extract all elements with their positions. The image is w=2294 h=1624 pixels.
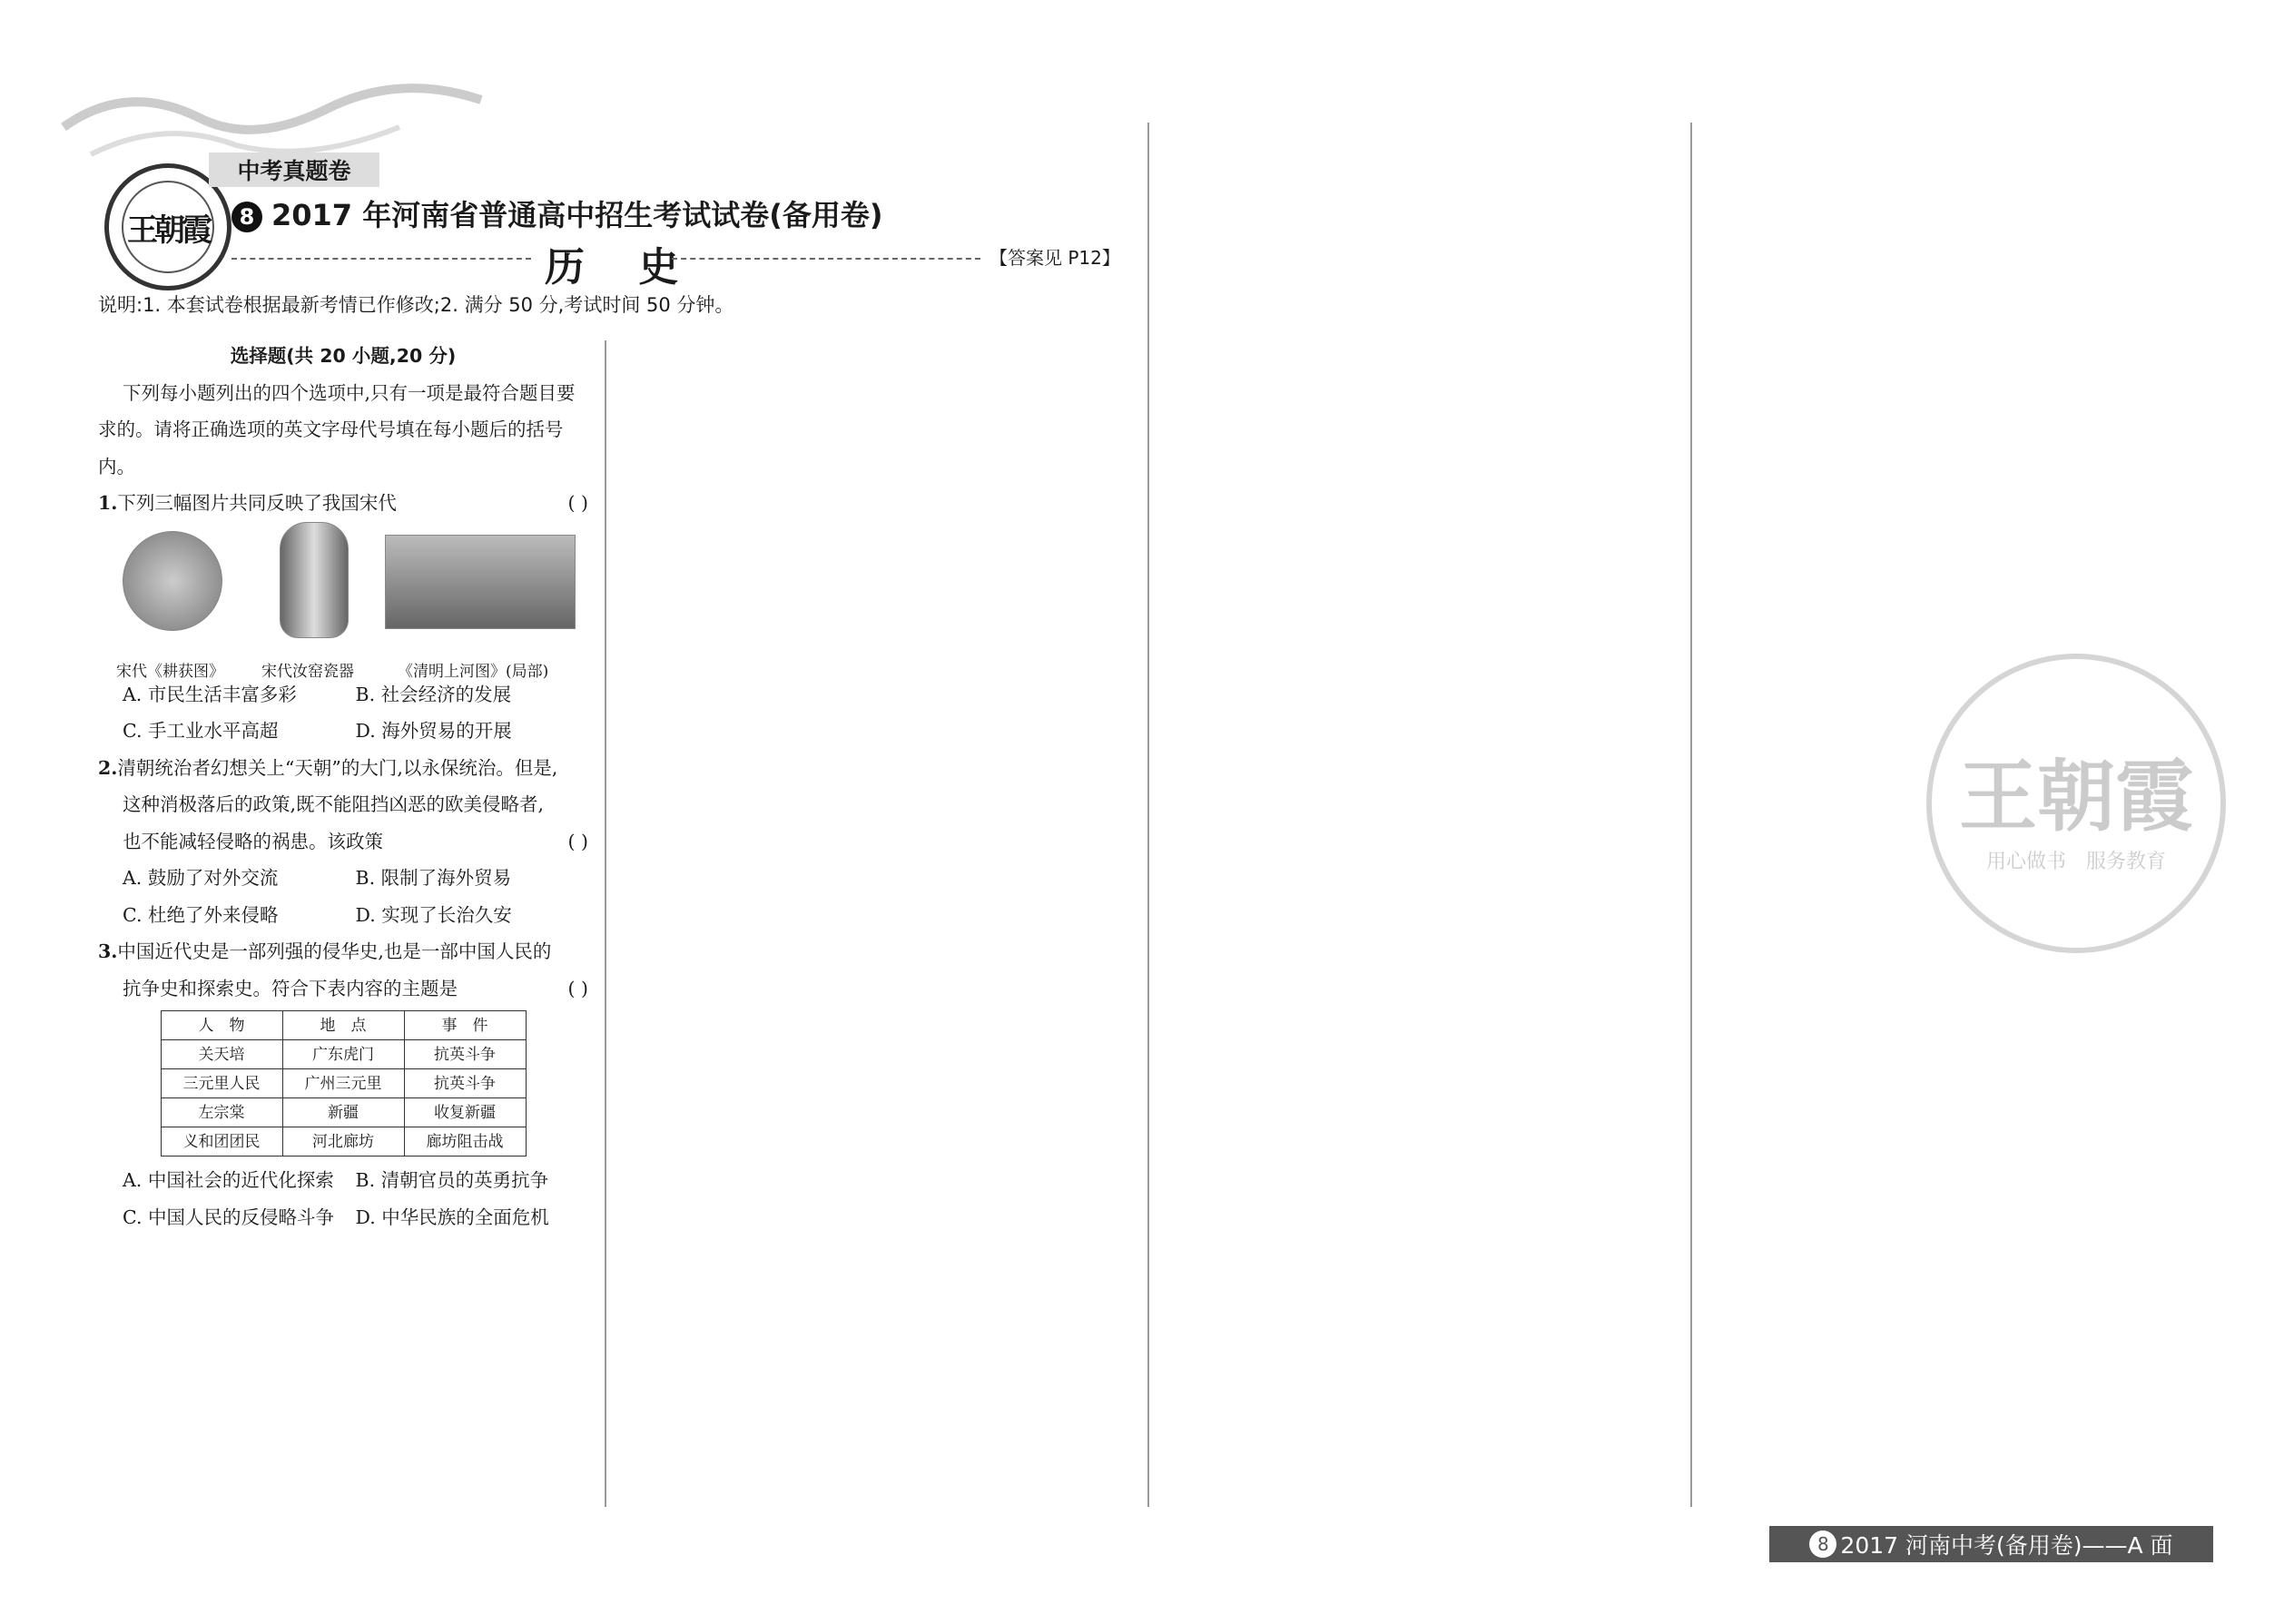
- footer-text: 2017 河南中考(备用卷)——A 面: [1840, 1532, 2173, 1559]
- q2-option-d[interactable]: D. 实现了长治久安: [355, 903, 512, 926]
- table-cell: 左宗棠: [161, 1098, 282, 1127]
- table-header: 地 点: [282, 1011, 404, 1040]
- table-cell: 新疆: [282, 1098, 404, 1127]
- divider-right: [672, 258, 980, 260]
- qingming-scroll-image: [385, 535, 576, 629]
- column-divider-3: [1690, 123, 1692, 1507]
- ru-porcelain-image: [280, 522, 349, 638]
- table-cell: 廊坊阻击战: [404, 1127, 526, 1156]
- q3-stem-line2: 抗争史和探索史。符合下表内容的主题是: [123, 977, 458, 999]
- q1-option-d[interactable]: D. 海外贸易的开展: [355, 720, 512, 742]
- section-title: 选择题(共 20 小题,20 分): [230, 345, 457, 367]
- q2-stem-line2: 这种消极落后的政策,既不能阻挡凶恶的欧美侵略者,: [123, 793, 545, 815]
- table-cell: 关天培: [161, 1040, 282, 1069]
- subject-title: 历 史: [545, 244, 699, 290]
- q1-caption-2: 宋代汝窑瓷器: [261, 662, 354, 681]
- column-divider-2: [1147, 123, 1149, 1507]
- q2-stem-line3: 也不能减轻侵略的祸患。该政策: [123, 830, 383, 852]
- instructions: 说明:1. 本套试卷根据最新考情已作修改;2. 满分 50 分,考试时间 50 分钟。: [98, 294, 734, 316]
- q3-option-d[interactable]: D. 中华民族的全面危机: [355, 1206, 549, 1228]
- q3-number: 3.: [98, 940, 118, 962]
- table-row: [161, 1098, 526, 1127]
- q3-option-a[interactable]: A. 中国社会的近代化探索: [123, 1169, 334, 1191]
- table-row: [161, 1127, 526, 1156]
- watermark-stamp: [1926, 654, 2226, 953]
- exam-title-text: 2017 年河南省普通高中招生考试试卷(备用卷): [271, 198, 883, 232]
- q1-option-a[interactable]: A. 市民生活丰富多彩: [123, 683, 297, 705]
- q3-table: [161, 1010, 527, 1156]
- table-header: 事 件: [404, 1011, 526, 1040]
- q3-option-b[interactable]: B. 清朝官员的英勇抗争: [355, 1169, 549, 1191]
- exam-title: [231, 192, 882, 234]
- column-divider-1: [605, 340, 606, 1507]
- series-tag: 中考真题卷: [209, 153, 379, 187]
- question-1: [98, 485, 588, 750]
- question-2: [98, 750, 588, 934]
- q1-number: 1.: [98, 492, 118, 514]
- q1-images: [98, 522, 588, 681]
- q2-option-b[interactable]: B. 限制了海外贸易: [355, 867, 512, 889]
- q1-option-b[interactable]: B. 社会经济的发展: [355, 683, 512, 705]
- q2-option-a[interactable]: A. 鼓励了对外交流: [123, 867, 279, 889]
- exam-number-badge: 8: [231, 202, 262, 232]
- q1-stem: 下列三幅图片共同反映了我国宋代: [117, 492, 397, 514]
- table-row: [161, 1069, 526, 1098]
- page-footer: [1769, 1526, 2213, 1562]
- farming-painting-image: [123, 531, 222, 631]
- q2-answer-blank[interactable]: ( ): [567, 830, 588, 852]
- stamp-text: 王朝霞: [1959, 750, 2193, 842]
- table-row: [161, 1040, 526, 1069]
- stamp-subtext: 用心做书 服务教育: [1985, 850, 2166, 873]
- table-cell: 广东虎门: [282, 1040, 404, 1069]
- q2-option-c[interactable]: C. 杜绝了外来侵略: [123, 903, 279, 926]
- q1-option-c[interactable]: C. 手工业水平高超: [123, 720, 279, 742]
- divider-left: [231, 258, 531, 260]
- table-cell: 义和团团民: [161, 1127, 282, 1156]
- table-cell: 广州三元里: [282, 1069, 404, 1098]
- q1-caption-1: 宋代《耕获图》: [116, 662, 224, 681]
- question-3: [98, 933, 588, 1235]
- table-header: 人 物: [161, 1011, 282, 1040]
- column-1: [98, 338, 588, 1235]
- logo-text: 王朝霞: [122, 181, 214, 273]
- section-intro: 下列每小题列出的四个选项中,只有一项是最符合题目要求的。请将正确选项的英文字母代号填在每小题后的括号内。: [98, 381, 576, 477]
- q1-caption-3: 《清明上河图》(局部): [398, 662, 549, 681]
- table-cell: 三元里人民: [161, 1069, 282, 1098]
- answer-reference: 【答案见 P12】: [989, 247, 1120, 269]
- q3-answer-blank[interactable]: ( ): [567, 977, 588, 999]
- q3-option-c[interactable]: C. 中国人民的反侵略斗争: [123, 1206, 334, 1228]
- table-cell: 抗英斗争: [404, 1040, 526, 1069]
- q3-stem: 中国近代史是一部列强的侵华史,也是一部中国人民的: [117, 940, 552, 962]
- q2-stem: 清朝统治者幻想关上“天朝”的大门,以永保统治。但是,: [117, 756, 558, 779]
- footer-number-badge: 8: [1809, 1530, 1836, 1558]
- table-cell: 河北廊坊: [282, 1127, 404, 1156]
- table-row: [161, 1011, 526, 1040]
- q2-number: 2.: [98, 756, 118, 779]
- table-cell: 抗英斗争: [404, 1069, 526, 1098]
- table-cell: 收复新疆: [404, 1098, 526, 1127]
- q1-answer-blank[interactable]: ( ): [567, 492, 588, 514]
